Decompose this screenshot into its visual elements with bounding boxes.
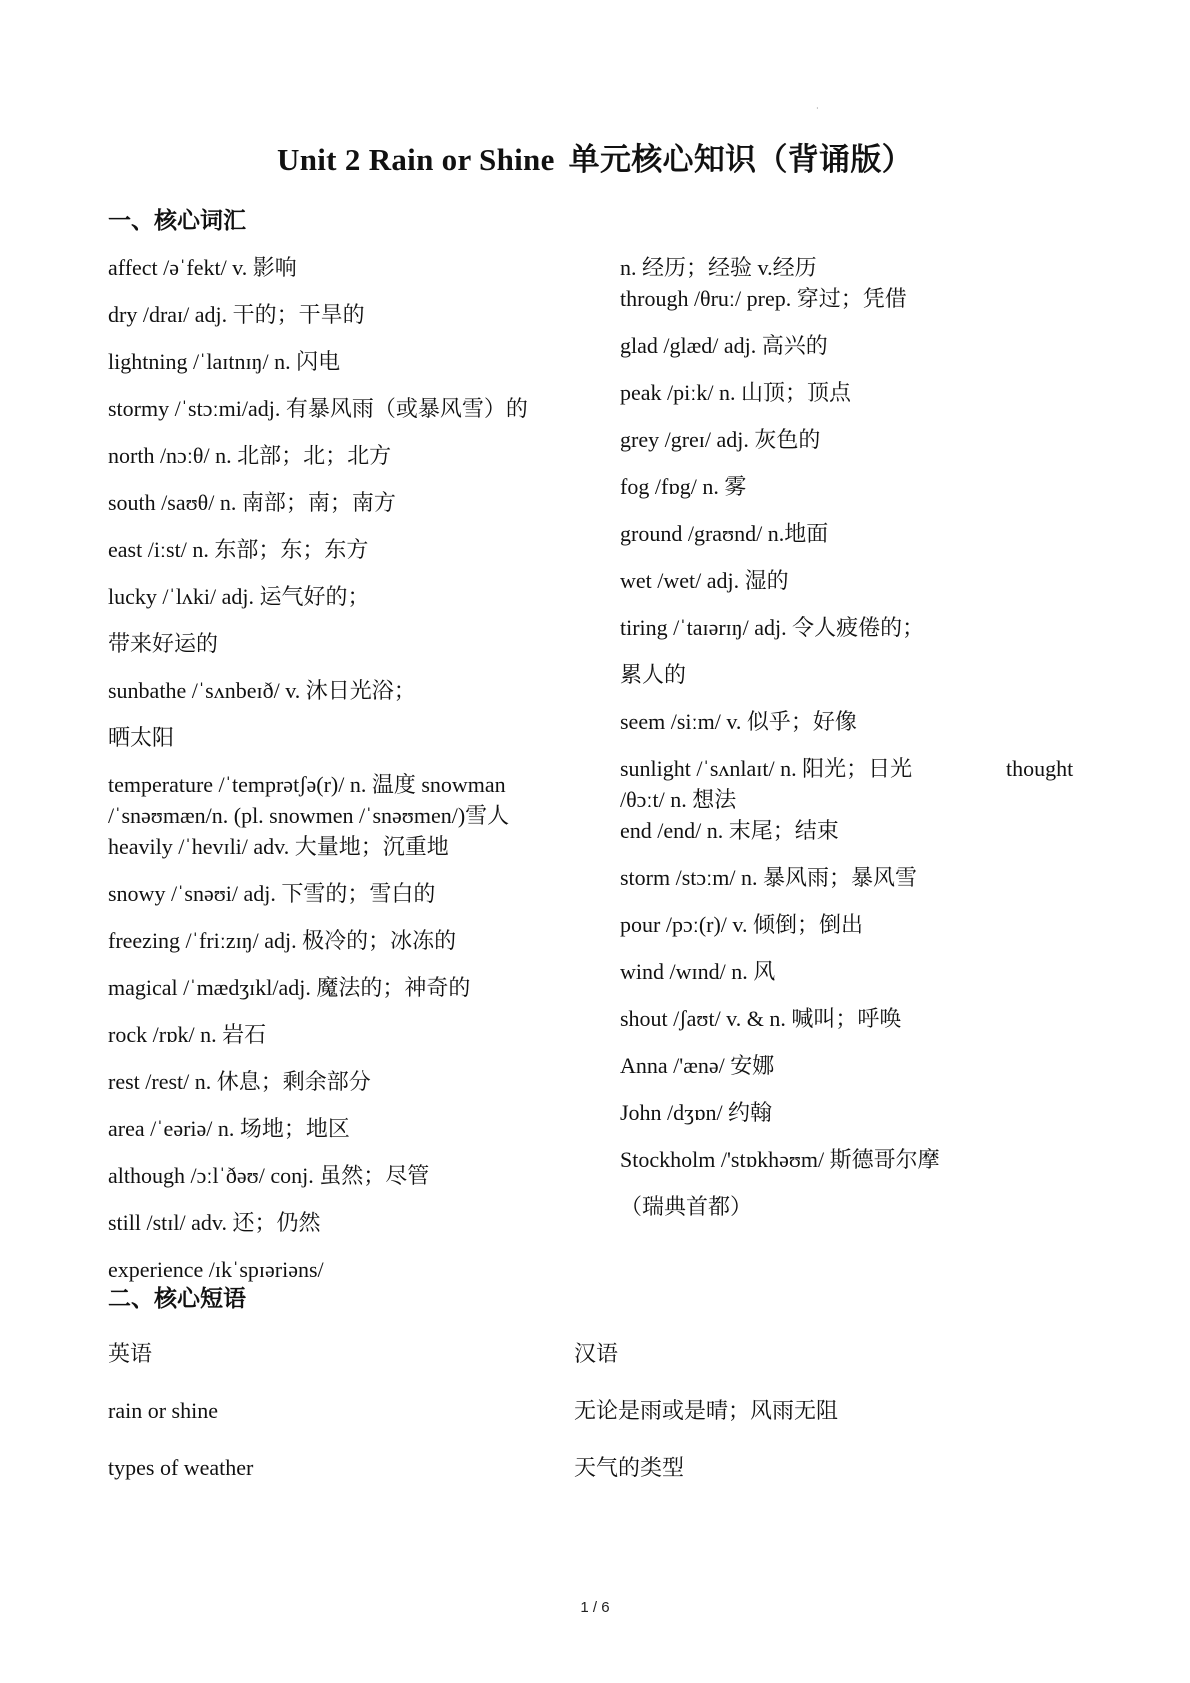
vocab-line: Anna /'ænə/ 安娜 (620, 1053, 775, 1078)
vocab-line: stormy /ˈstɔːmi/adj. 有暴风雨（或暴风雪）的 (108, 396, 528, 421)
vocab-line: fog /fɒg/ n. 雾 (620, 474, 747, 499)
section-heading-vocabulary: 一、核心词汇 (108, 208, 246, 234)
vocab-line: glad /glæd/ adj. 高兴的 (620, 333, 828, 358)
vocab-line: heavily /ˈhevɪli/ adv. 大量地；沉重地 (108, 834, 449, 859)
vocab-line: affect /əˈfekt/ v. 影响 (108, 255, 297, 280)
vocab-line: wind /wɪnd/ n. 风 (620, 959, 776, 984)
vocab-line: 累人的 (620, 662, 687, 687)
vocab-line: seem /siːm/ v. 似乎；好像 (620, 709, 857, 734)
vocab-line: 晒太阳 (108, 725, 175, 750)
vocab-line: tiring /ˈtaɪərɪŋ/ adj. 令人疲倦的； (620, 615, 925, 640)
vocab-line: still /stɪl/ adv. 还；仍然 (108, 1210, 321, 1235)
title-chinese: 单元核心知识（背诵版） (568, 142, 913, 177)
vocab-line: end /end/ n. 末尾；结束 (620, 818, 839, 843)
vocab-line: n. 经历；经验 v.经历 (620, 255, 817, 280)
vocab-line: 带来好运的 (108, 631, 219, 656)
page-title (0, 140, 1190, 180)
vocab-line: temperature /ˈtemprətʃə(r)/ n. 温度 snowman (108, 772, 506, 797)
vocab-line: /ˈsnəʊmæn/n. (pl. snowmen /ˈsnəʊmen/)雪人 (108, 803, 510, 828)
vocab-line: through /θruː/ prep. 穿过；凭借 (620, 286, 907, 311)
vocab-line: experience /ɪkˈspɪəriəns/ (108, 1257, 324, 1282)
vocab-line: storm /stɔːm/ n. 暴风雨；暴风雪 (620, 865, 918, 890)
vocab-line: pour /pɔː(r)/ v. 倾倒；倒出 (620, 912, 863, 937)
phrase-chinese: 天气的类型 (574, 1455, 685, 1480)
vocab-line: sunbathe /ˈsʌnbeɪð/ v. 沐日光浴； (108, 678, 416, 703)
column-header-chinese: 汉语 (574, 1341, 619, 1366)
vocab-line: （瑞典首都） (620, 1194, 753, 1219)
section-heading-phrases: 二、核心短语 (108, 1286, 246, 1312)
vocab-line: grey /greɪ/ adj. 灰色的 (620, 427, 821, 452)
vocab-line: south /saʊθ/ n. 南部；南；南方 (108, 490, 396, 515)
vocab-line: Stockholm /'stɒkhəʊm/ 斯德哥尔摩 (620, 1147, 940, 1172)
title-english: Unit 2 Rain or Shine (277, 142, 555, 177)
phrase-chinese: 无论是雨或是晴；风雨无阻 (574, 1398, 839, 1423)
vocab-line: rock /rɒk/ n. 岩石 (108, 1022, 267, 1047)
vocab-line: snowy /ˈsnəʊi/ adj. 下雪的；雪白的 (108, 881, 436, 906)
vocab-line: freezing /ˈfriːzɪŋ/ adj. 极冷的；冰冻的 (108, 928, 457, 953)
vocab-line: sunlight /ˈsʌnlaɪt/ n. 阳光；日光 (620, 756, 913, 781)
vocab-line: peak /piːk/ n. 山顶；顶点 (620, 380, 851, 405)
vocab-line: lightning /ˈlaɪtnɪŋ/ n. 闪电 (108, 349, 341, 374)
vocab-line: shout /ʃaʊt/ v. & n. 喊叫；呼唤 (620, 1006, 902, 1031)
phrase-english: types of weather (108, 1455, 254, 1480)
vocab-line: wet /wet/ adj. 湿的 (620, 568, 789, 593)
phrase-english: rain or shine (108, 1398, 218, 1423)
vocab-line: magical /ˈmædʒɪkl/adj. 魔法的；神奇的 (108, 975, 471, 1000)
column-header-english: 英语 (108, 1341, 153, 1366)
vocab-line: lucky /ˈlʌki/ adj. 运气好的； (108, 584, 370, 609)
vocab-line: area /ˈeəriə/ n. 场地；地区 (108, 1116, 350, 1141)
vocab-line: dry /draɪ/ adj. 干的；干旱的 (108, 302, 365, 327)
vocab-line: rest /rest/ n. 休息；剩余部分 (108, 1069, 371, 1094)
vocab-line: thought (1006, 756, 1074, 781)
vocab-line: north /nɔːθ/ n. 北部；北；北方 (108, 443, 392, 468)
vocab-line: although /ɔːlˈðəʊ/ conj. 虽然；尽管 (108, 1163, 430, 1188)
stray-dot: · (816, 104, 819, 113)
vocab-line: east /iːst/ n. 东部；东；东方 (108, 537, 369, 562)
vocab-line: /θɔːt/ n. 想法 (620, 787, 737, 812)
vocab-line: ground /graʊnd/ n.地面 (620, 521, 829, 546)
vocab-line: John /dʒɒn/ 约翰 (620, 1100, 773, 1125)
page-number: 1 / 6 (580, 1599, 610, 1616)
